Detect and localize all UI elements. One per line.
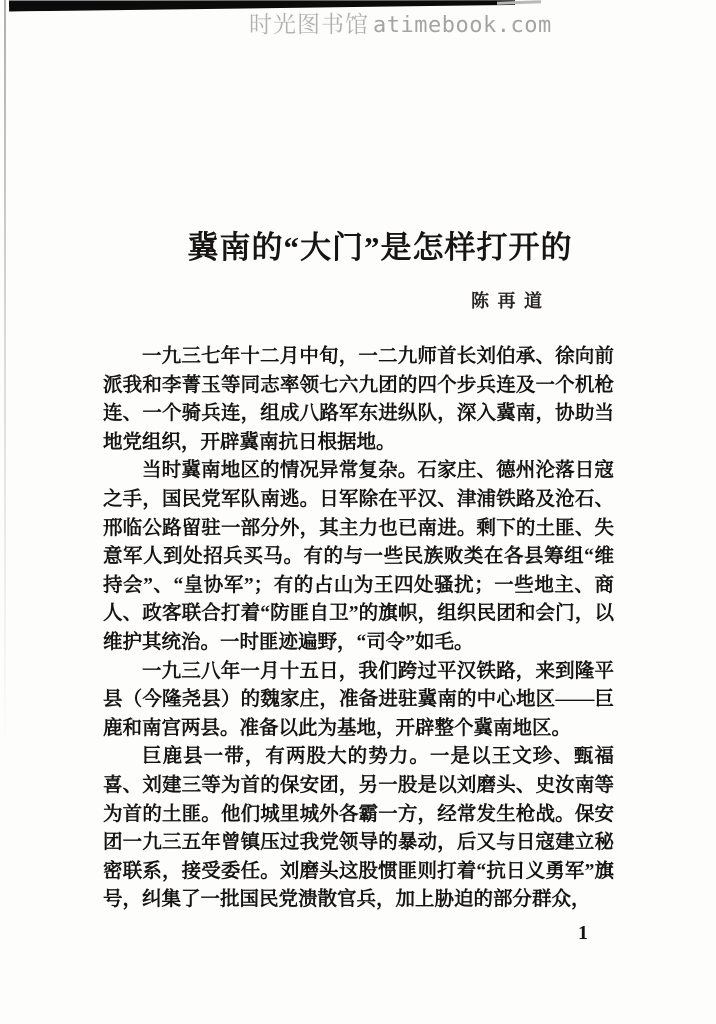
page-number: 1 [578, 922, 588, 944]
scan-edge-line [4, 0, 6, 750]
watermark-site-name: 时光图书馆 [249, 12, 369, 38]
scan-edge-mark [497, 0, 541, 5]
watermark [249, 6, 552, 39]
paragraph-2: 当时冀南地区的情况异常复杂。石家庄、德州沦落日寇之手，国民党军队南逃。日军除在平汉、津浦铁路及沧石、邢临公路留驻一部分外，其主力也已南进。剩下的土匪、失意军人到处招兵买马。有的与一些民族败类在各县筹组“维持会”、“皇协军”；有的占山为王四处骚扰；一些地主、商人、政客联合打着“防匪自卫”的旗帜，组织民团和会门，以维护其统治。一时匪迹遍野，“司令”如毛。 [103, 460, 614, 653]
article-author: 陈 再 道 [471, 291, 544, 311]
paragraph-3: 一九三八年一月十五日，我们跨过平汉铁路，来到隆平县（今隆尧县）的魏家庄，准备进驻冀南的中心地区——巨鹿和南宫两县。准备以此为基地，开辟整个冀南地区。 [103, 660, 614, 739]
watermark-domain: atimebook.com [373, 13, 552, 38]
paragraph-1: 一九三七年十二月中旬，一二九师首长刘伯承、徐向前派我和李菁玉等同志率领七六九团的四个步兵连及一个机枪连、一个骑兵连，组成八路军东进纵队，深入冀南，协助当地党组织，开辟冀南抗日根据地。 [103, 346, 614, 453]
article-title: 冀南的“大门”是怎样打开的 [187, 230, 573, 265]
paragraph-4: 巨鹿县一带，有两股大的势力。一是以王文珍、甄福喜、刘建三等为首的保安团，另一股是以刘磨头、史汝南等为首的土匪。他们城里城外各霸一方，经常发生枪战。保安团一九三五年曾镇压过我党领导的暴动，后又与日寇建立秘密联系，接受委任。刘磨头这股惯匪则打着“抗日义勇军”旗号，纠集了一批国民党溃散官兵，加上胁迫的部分群众， [103, 746, 614, 911]
article-body [103, 343, 614, 915]
